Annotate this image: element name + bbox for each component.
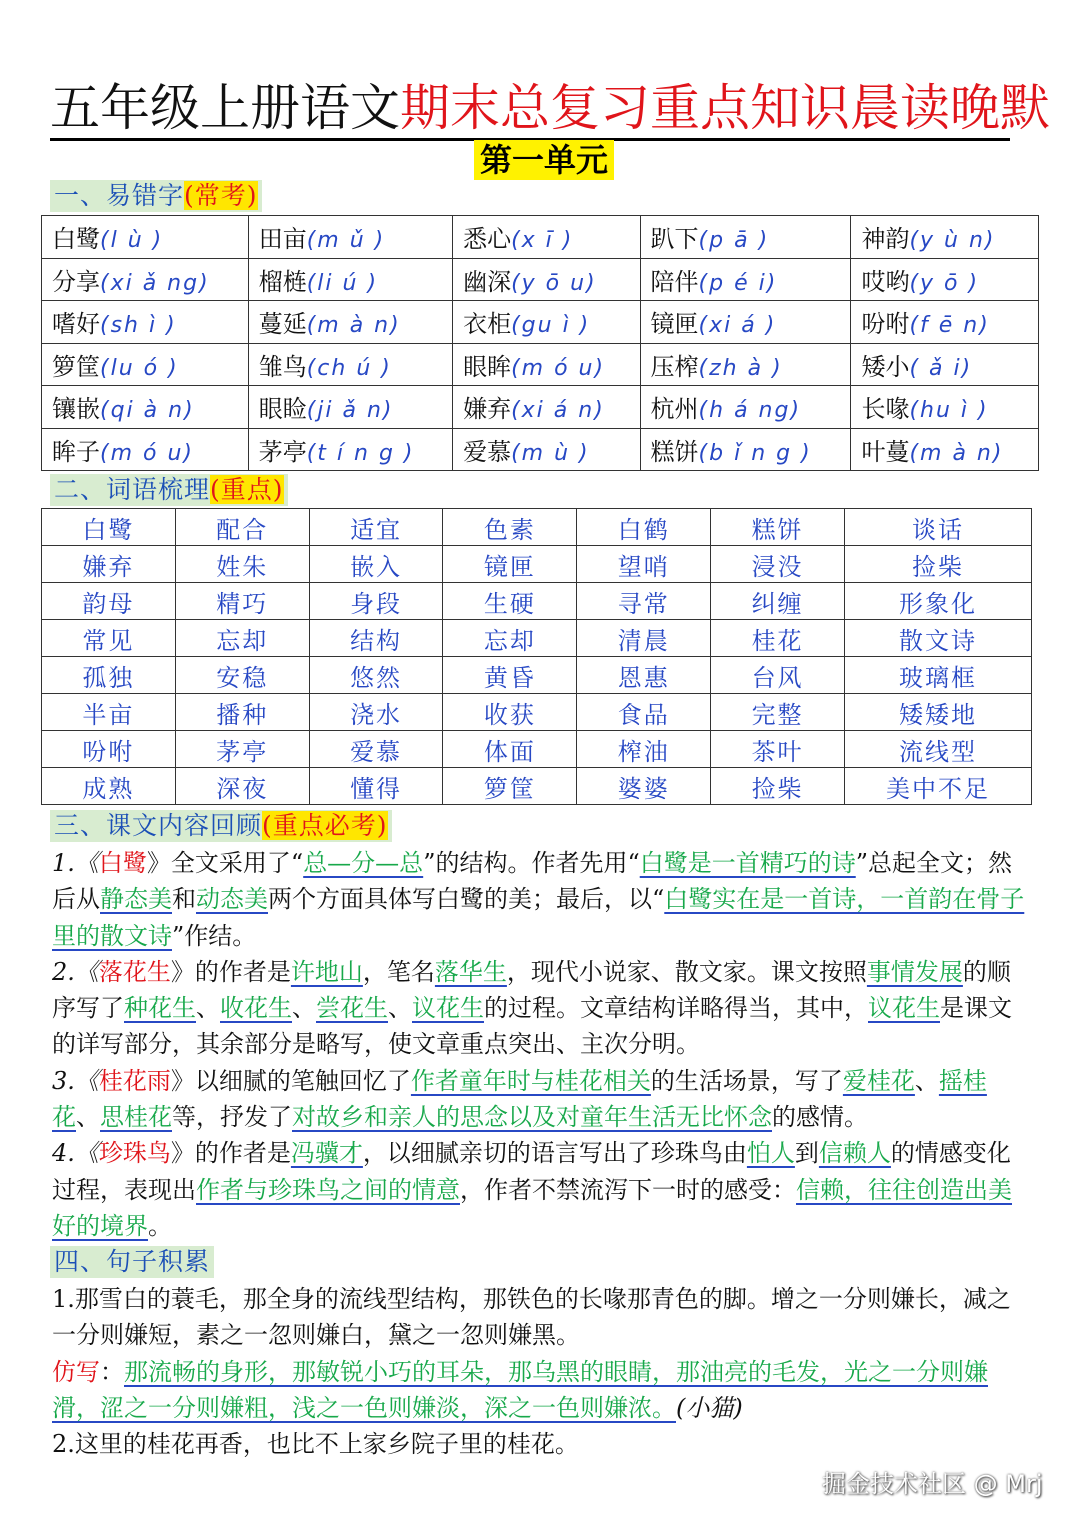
word-cell: 浸没 [711, 546, 845, 583]
char-pinyin: (t í n g ) [306, 440, 415, 466]
section-2-heading [50, 474, 288, 506]
char-word: 压榨 [650, 352, 699, 381]
char-word: 眼睑 [258, 395, 307, 424]
char-pinyin: (m ó u) [100, 440, 194, 466]
char-word: 白鹭 [52, 225, 100, 254]
word-cell: 纠缠 [711, 583, 845, 620]
word-cell: 吩咐 [42, 731, 176, 768]
char-pinyin: (p ā ) [698, 228, 770, 254]
word-row [42, 620, 1032, 657]
lesson-title: 白鹭 [98, 849, 147, 877]
word-cell: 适宜 [309, 509, 443, 546]
char-pinyin: ( ǎ i) [909, 355, 973, 381]
word-cell: 成熟 [42, 768, 176, 805]
word-cell: 收获 [443, 694, 577, 731]
word-cell: 茶叶 [711, 731, 845, 768]
char-pinyin: (m à n) [909, 440, 1004, 466]
imitation-label: 仿写 [52, 1357, 100, 1386]
word-cell: 播种 [175, 694, 309, 731]
text: 的顺序写了 [52, 957, 1011, 1023]
char-cell [42, 216, 249, 259]
word-cell: 榨油 [577, 731, 711, 768]
char-cell [248, 428, 452, 471]
word-cell: 茅亭 [175, 731, 309, 768]
char-word: 榴梿 [258, 267, 307, 296]
text: 、 [388, 994, 412, 1023]
char-cell [453, 386, 640, 429]
section-3-label: 三、课文内容回顾 [54, 811, 263, 840]
word-cell: 完整 [711, 694, 845, 731]
char-cell [248, 258, 452, 301]
key-point: 尝花生 [316, 994, 388, 1023]
char-row [42, 258, 1039, 301]
char-cell [453, 301, 640, 344]
char-pinyin: (l ù ) [100, 228, 164, 254]
char-word: 悉心 [463, 225, 512, 254]
text: ，笔名 [362, 957, 435, 986]
text: ，现代小说家、散文家。课文按照 [506, 957, 867, 986]
word-row [42, 583, 1032, 620]
lesson-review [52, 845, 1032, 1244]
word-cell: 常见 [42, 620, 176, 657]
text: ，作者不禁流泻下一时的感受： [460, 1175, 796, 1204]
word-cell: 望哨 [577, 546, 711, 583]
char-pinyin: (f ē n) [909, 313, 990, 339]
title-red: 期末总复习重点知识晨读晚默 [400, 79, 1050, 137]
char-pinyin: (y ō u) [511, 270, 597, 296]
key-point: 作者童年时与桂花相关 [410, 1066, 651, 1095]
section-1-tag: (常考) [184, 181, 258, 210]
word-cell: 半亩 [42, 694, 176, 731]
lesson-title: 落花生 [98, 957, 171, 986]
text: 。 [148, 1211, 172, 1240]
char-pinyin: (m à n) [306, 313, 401, 339]
char-word: 趴下 [650, 225, 699, 254]
char-word: 镶嵌 [52, 395, 100, 424]
text: 到 [794, 1139, 819, 1168]
imitation-text: 那流畅的身形，那敏锐小巧的耳朵，那乌黑的眼睛，那油亮的毛发，光之一分则嫌滑，涩之一分则嫌粗，浅之一色则嫌淡，深之一色则嫌浓。 [52, 1357, 988, 1422]
word-row [42, 546, 1032, 583]
char-cell [453, 343, 640, 386]
key-point: 落华生 [434, 957, 507, 986]
word-cell: 忘却 [175, 620, 309, 657]
char-word: 嗜好 [52, 310, 100, 339]
char-pinyin: (xi á n) [511, 398, 605, 424]
text: 2.《 [52, 957, 99, 986]
char-word: 叶蔓 [861, 437, 910, 466]
lesson-title: 珍珠鸟 [98, 1139, 171, 1168]
word-cell: 箩筐 [443, 768, 577, 805]
sentence-1: 1.那雪白的蓑毛，那全身的流线型结构，那铁色的长喙那青色的脚。增之一分则嫌长，减之一分则嫌短，素之一忽则嫌白，黛之一忽则嫌黑。 [52, 1285, 1011, 1350]
word-cell: 台风 [711, 657, 845, 694]
section-2-tag: (重点) [210, 475, 284, 504]
char-word: 长喙 [861, 395, 910, 424]
char-cell [42, 301, 249, 344]
word-cell: 体面 [443, 731, 577, 768]
word-cell: 黄昏 [443, 657, 577, 694]
char-row [42, 301, 1039, 344]
char-cell [851, 386, 1039, 429]
text: ： [100, 1357, 124, 1386]
char-pinyin: (b ǐ n g ) [698, 440, 812, 466]
text: 》以细腻的笔触回忆了 [170, 1066, 411, 1095]
key-point: 议花生 [412, 994, 484, 1023]
char-row [42, 428, 1039, 471]
unit-heading: 第一单元 [474, 140, 614, 180]
char-cell [453, 258, 640, 301]
section-1-heading [50, 180, 262, 212]
word-cell: 懂得 [309, 768, 443, 805]
review-item-3 [52, 1063, 1032, 1136]
char-pinyin: (gu ì ) [511, 313, 591, 339]
char-pinyin: (li ú ) [306, 270, 379, 296]
char-word: 箩筐 [52, 352, 100, 381]
page-title [50, 78, 1050, 141]
section-3-heading [50, 810, 392, 842]
char-cell [42, 343, 249, 386]
char-cell [248, 301, 452, 344]
key-point: 信赖，往往创造出美好的境界 [52, 1175, 1012, 1240]
word-cell: 孤独 [42, 657, 176, 694]
key-point: 白鹭实在是一首诗，一首韵在骨子里的散文诗 [52, 885, 1025, 950]
key-point: 种花生 [124, 994, 196, 1023]
imitation-note: (小猫) [676, 1393, 743, 1422]
key-point: 议花生 [868, 994, 940, 1023]
char-pinyin: (m ó u) [511, 355, 606, 381]
char-pinyin: (ch ú ) [306, 355, 392, 381]
key-point: 动态美 [196, 885, 268, 914]
text: 1.《 [52, 849, 99, 877]
text: 、 [914, 1066, 939, 1095]
text: 》的作者是 [170, 957, 291, 986]
word-cell: 食品 [577, 694, 711, 731]
sentence-2: 2.这里的桂花再香，也比不上家乡院子里的桂花。 [52, 1430, 579, 1459]
char-word: 蔓延 [258, 310, 307, 339]
char-word: 镜匣 [650, 310, 699, 339]
review-item-1 [52, 845, 1032, 954]
text: 3.《 [52, 1066, 99, 1095]
key-point: 收花生 [220, 994, 292, 1023]
char-pinyin: (xi ǎ ng) [100, 270, 210, 296]
word-row [42, 509, 1032, 546]
section-1-label: 一、易错字 [54, 181, 185, 210]
char-pinyin: (y ō ) [909, 270, 980, 296]
text: 》的作者是 [170, 1139, 291, 1168]
char-cell [851, 216, 1039, 259]
imitation-sentence [52, 1354, 1032, 1427]
char-cell [851, 343, 1039, 386]
text: 是课文的详写部分，其余部分是略写，使文章重点突出、主次分明。 [52, 994, 1012, 1059]
text: 等，抒发了 [172, 1103, 292, 1132]
word-cell: 色素 [443, 509, 577, 546]
char-cell [248, 216, 452, 259]
watermark: 掘金技术社区 @ Mrj [822, 1470, 1043, 1498]
word-row [42, 657, 1032, 694]
char-word: 嫌弃 [463, 395, 512, 424]
lesson-title: 桂花雨 [98, 1066, 171, 1095]
text: 两个方面具体写白鹭的美；最后，以“ [268, 885, 665, 914]
word-cell: 桂花 [711, 620, 845, 657]
word-cell: 身段 [309, 583, 443, 620]
char-cell [453, 216, 640, 259]
char-cell [640, 386, 851, 429]
text: 的感情。 [772, 1103, 868, 1132]
review-item-2 [52, 954, 1032, 1063]
char-cell [42, 258, 249, 301]
char-cell [42, 428, 249, 471]
word-cell: 镜匣 [443, 546, 577, 583]
char-pinyin: (p é i) [698, 270, 778, 296]
title-black: 五年级上册语文 [50, 79, 400, 137]
key-point: 许地山 [290, 957, 363, 986]
word-cell: 忘却 [443, 620, 577, 657]
word-cell: 配合 [175, 509, 309, 546]
char-word: 吩咐 [861, 310, 910, 339]
word-cell: 结构 [309, 620, 443, 657]
word-row [42, 768, 1032, 805]
char-cell [453, 428, 640, 471]
char-pinyin: (y ù n) [909, 228, 996, 254]
text: 、 [196, 994, 220, 1023]
char-word: 糕饼 [650, 437, 699, 466]
char-cell [640, 301, 851, 344]
word-cell: 散文诗 [845, 620, 1032, 657]
char-word: 爱慕 [463, 437, 512, 466]
word-cell: 深夜 [175, 768, 309, 805]
word-cell: 婆婆 [577, 768, 711, 805]
char-cell [851, 428, 1039, 471]
char-pinyin: (m ǔ ) [306, 228, 386, 254]
char-cell [640, 428, 851, 471]
key-point: 怕人 [746, 1139, 795, 1168]
text: 的过程。文章结构详略得当，其中， [484, 994, 868, 1023]
section-3-tag: (重点必考) [262, 811, 388, 840]
word-cell: 安稳 [175, 657, 309, 694]
word-cell: 寻常 [577, 583, 711, 620]
key-point: 总—分—总 [303, 849, 424, 877]
char-pinyin: (zh à ) [698, 355, 783, 381]
char-pinyin: (lu ó ) [100, 355, 179, 381]
key-point: 信赖人 [818, 1139, 891, 1168]
char-pinyin: (xi á ) [698, 313, 777, 339]
char-word: 衣柜 [463, 310, 512, 339]
char-cell [851, 301, 1039, 344]
char-cell [851, 258, 1039, 301]
word-cell: 嵌入 [309, 546, 443, 583]
text: 、 [292, 994, 316, 1023]
char-cell [640, 258, 851, 301]
key-point: 摇桂花 [52, 1066, 987, 1132]
char-pinyin: (sh ì ) [100, 313, 177, 339]
char-word: 分享 [52, 267, 100, 296]
key-point: 爱桂花 [842, 1066, 915, 1095]
word-cell: 捡柴 [845, 546, 1032, 583]
section-2-label: 二、词语梳理 [54, 475, 211, 504]
char-word: 杭州 [650, 395, 699, 424]
char-word: 神韵 [861, 225, 910, 254]
key-point: 对故乡和亲人的思念以及对童年生活无比怀念 [292, 1103, 772, 1132]
char-pinyin: (ji ǎ n) [306, 398, 394, 424]
text: 的生活场景，写了 [650, 1066, 843, 1095]
word-table [41, 508, 1032, 805]
word-row [42, 731, 1032, 768]
word-cell: 白鹭 [42, 509, 176, 546]
char-pinyin: (hu ì ) [909, 398, 989, 424]
char-word: 幽深 [463, 267, 512, 296]
char-word: 眼眸 [463, 352, 512, 381]
word-cell: 生硬 [443, 583, 577, 620]
char-pinyin: (qi à n) [100, 398, 195, 424]
char-row [42, 343, 1039, 386]
key-point: 白鹭是一首精巧的诗 [639, 849, 856, 877]
word-cell: 精巧 [175, 583, 309, 620]
word-cell: 清晨 [577, 620, 711, 657]
word-cell: 浇水 [309, 694, 443, 731]
char-pinyin: (x ī ) [511, 228, 574, 254]
word-cell: 糕饼 [711, 509, 845, 546]
word-cell: 矮矮地 [845, 694, 1032, 731]
char-cell [640, 343, 851, 386]
text: 4.《 [52, 1139, 99, 1168]
char-cell [248, 386, 452, 429]
char-word: 哎哟 [861, 267, 910, 296]
char-table [41, 215, 1039, 471]
char-row [42, 216, 1039, 259]
char-cell [640, 216, 851, 259]
sentence-accumulation [52, 1281, 1032, 1462]
char-cell [248, 343, 452, 386]
review-item-4 [52, 1135, 1032, 1244]
word-cell: 嫌弃 [42, 546, 176, 583]
char-word: 茅亭 [258, 437, 307, 466]
text: 》全文采用了“ [146, 849, 304, 877]
word-cell: 形象化 [845, 583, 1032, 620]
word-row [42, 694, 1032, 731]
key-point: 静态美 [100, 885, 172, 914]
key-point: 事情发展 [866, 957, 963, 986]
char-word: 田亩 [258, 225, 307, 254]
key-point: 作者与珍珠鸟之间的情意 [196, 1175, 460, 1204]
key-point: 冯骥才 [290, 1139, 363, 1168]
text: 的情感变化过程，表现出 [52, 1139, 1011, 1204]
word-cell: 白鹤 [577, 509, 711, 546]
word-cell: 捡柴 [711, 768, 845, 805]
word-cell: 谈话 [845, 509, 1032, 546]
text: ，以细腻亲切的语言写出了珍珠鸟由 [362, 1139, 747, 1168]
word-cell: 悠然 [309, 657, 443, 694]
text: 、 [76, 1103, 100, 1132]
char-row [42, 386, 1039, 429]
char-word: 陪伴 [650, 267, 699, 296]
char-word: 雏鸟 [258, 352, 307, 381]
word-cell: 恩惠 [577, 657, 711, 694]
section-4-heading [50, 1246, 214, 1278]
text: 和 [172, 885, 196, 914]
text: ”的结构。作者先用“ [423, 849, 640, 877]
section-4-label: 四、句子积累 [54, 1247, 211, 1276]
char-cell [42, 386, 249, 429]
char-pinyin: (m ù ) [511, 440, 590, 466]
char-word: 矮小 [861, 352, 910, 381]
word-cell: 姓朱 [175, 546, 309, 583]
text: ”总起全文；然后从 [52, 849, 1013, 914]
char-word: 眸子 [52, 437, 100, 466]
word-cell: 玻璃框 [845, 657, 1032, 694]
word-cell: 韵母 [42, 583, 176, 620]
key-point: 思桂花 [100, 1103, 172, 1132]
char-pinyin: (h á ng) [698, 398, 802, 424]
word-cell: 美中不足 [845, 768, 1032, 805]
word-cell: 爱慕 [309, 731, 443, 768]
text: ”作结。 [172, 921, 257, 950]
word-cell: 流线型 [845, 731, 1032, 768]
